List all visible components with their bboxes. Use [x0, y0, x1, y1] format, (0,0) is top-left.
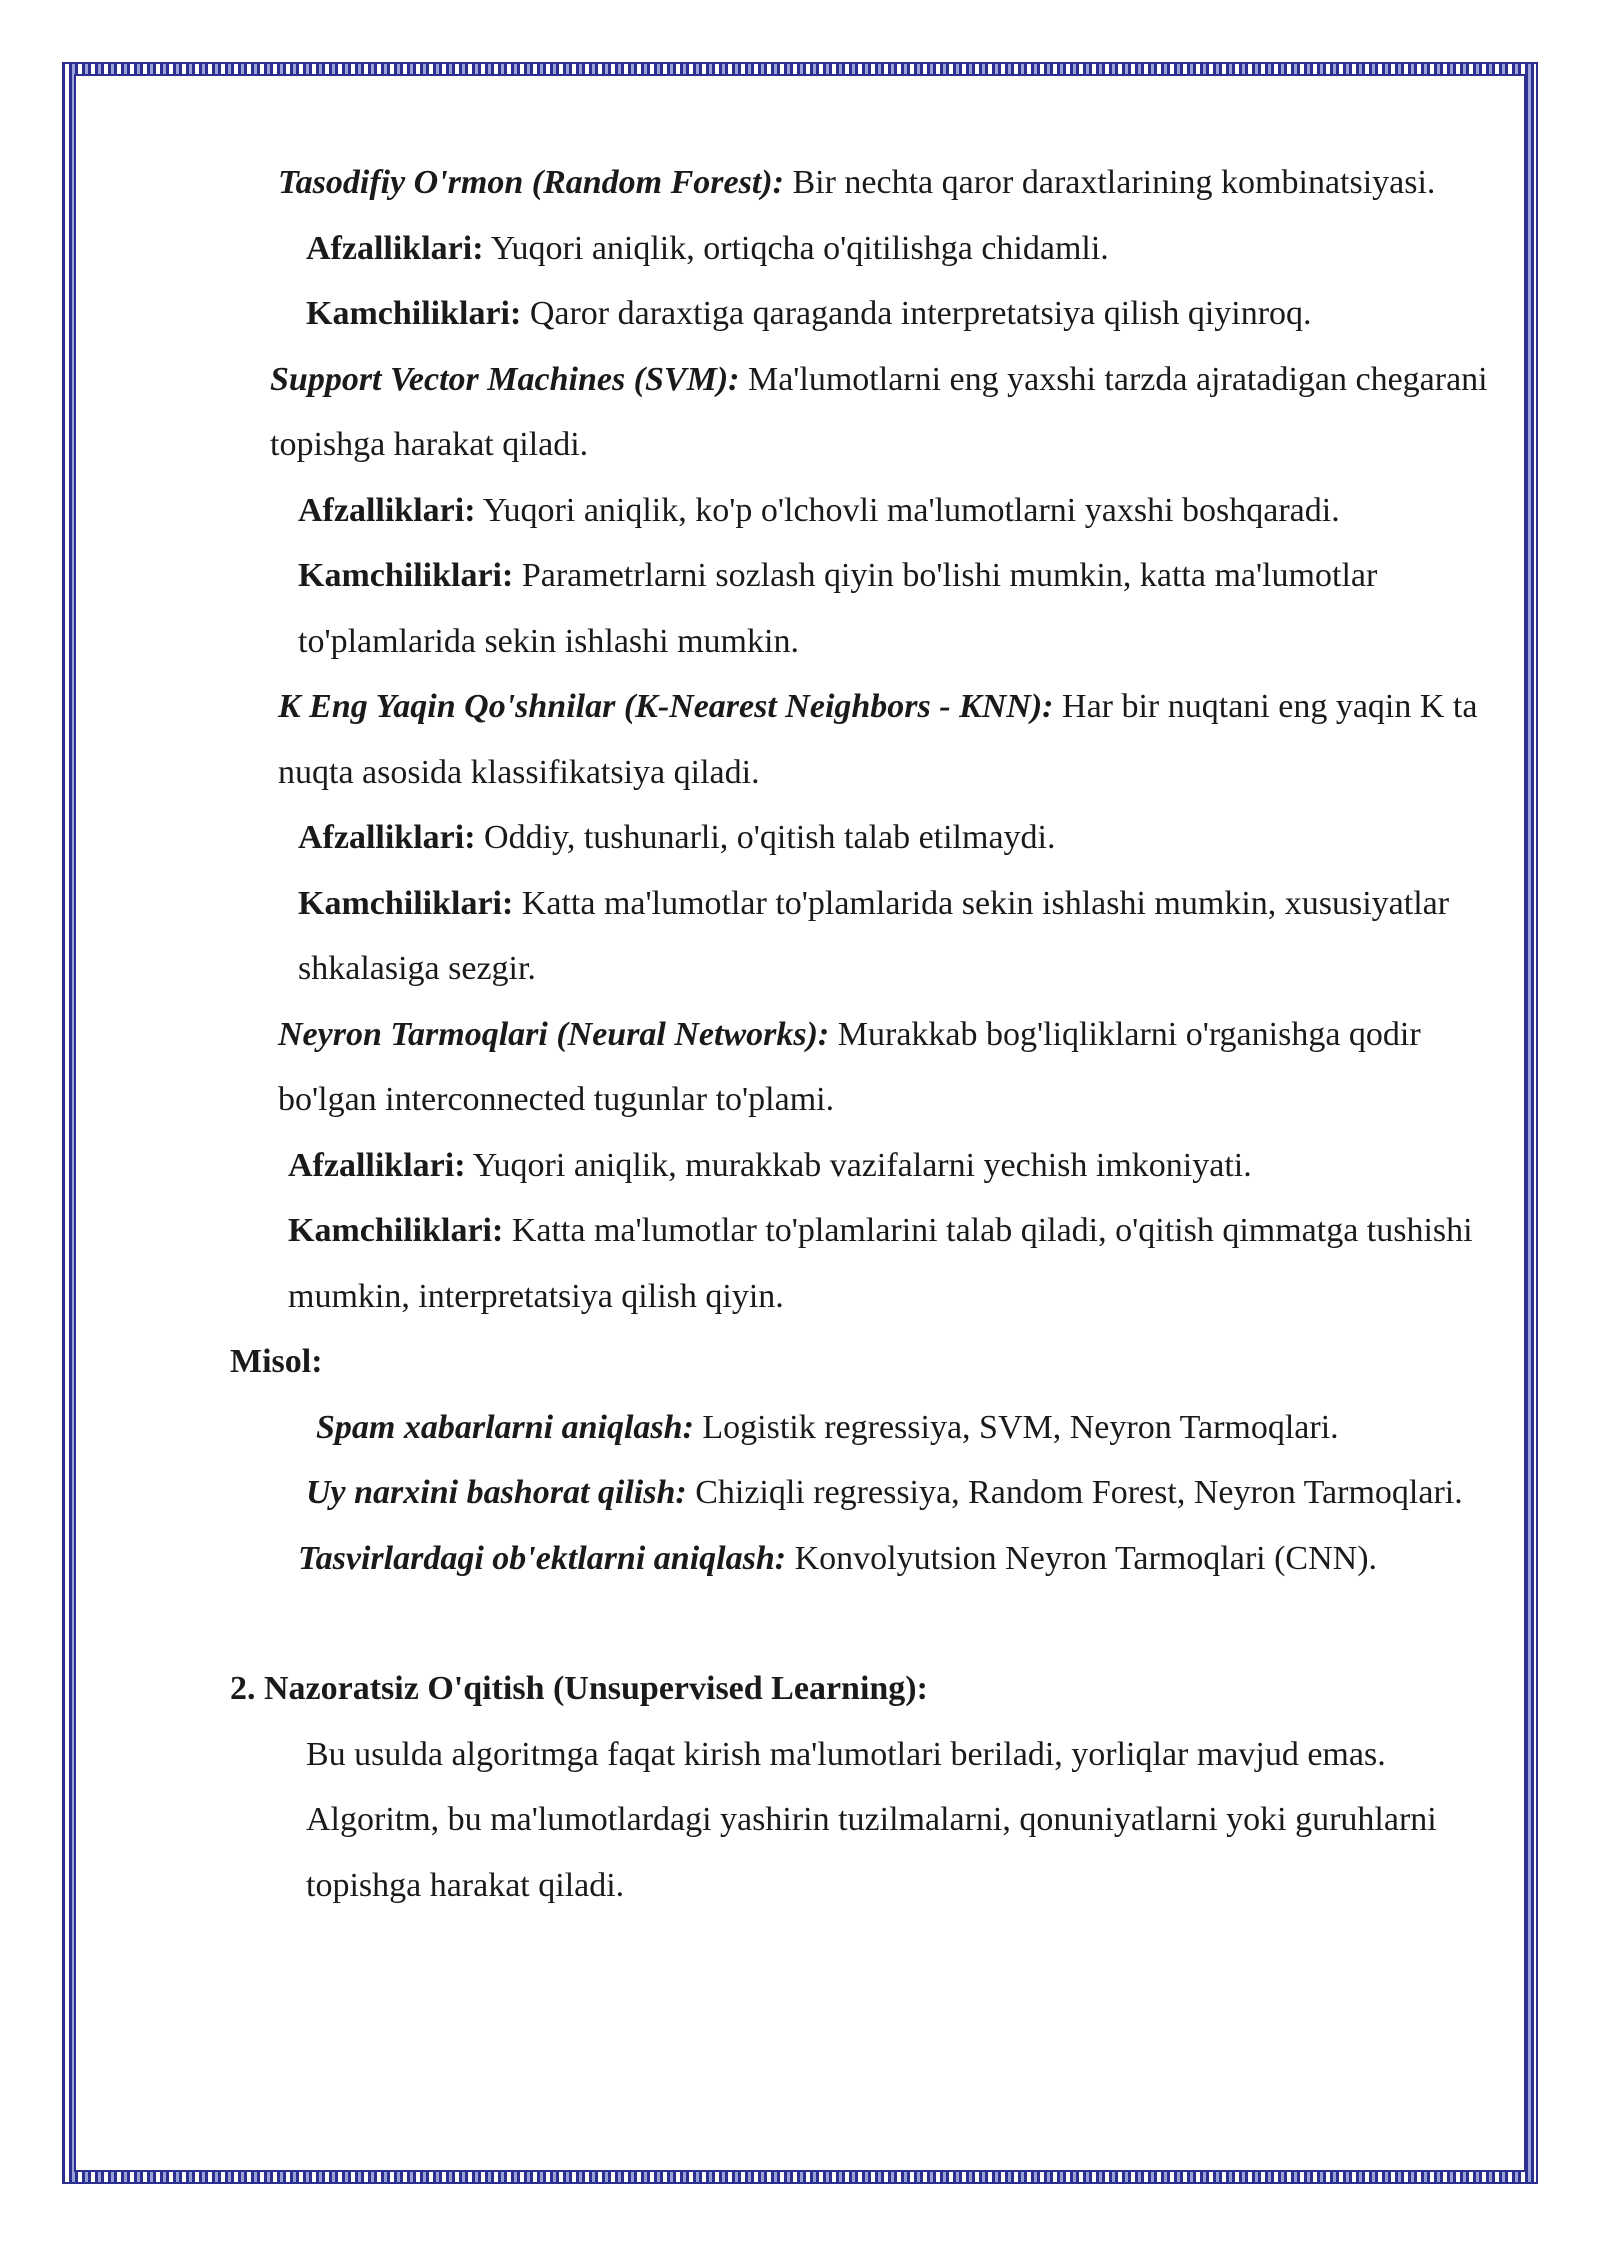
neural-networks-cons — [230, 1198, 1490, 1329]
example-house-label: Uy narxini bashorat qilish: — [306, 1474, 687, 1511]
cons-text: Parametrlarni sozlash qiyin bo'lishi mumkin, katta ma'lumotlar to'plamlarida sekin ishlashi mumkin. — [298, 557, 1378, 660]
cons-label: Kamchiliklari: — [298, 557, 514, 594]
random-forest-paragraph — [230, 150, 1490, 216]
example-spam-text: Logistik regressiya, SVM, Neyron Tarmoqlari. — [693, 1408, 1339, 1446]
neural-networks-term: Neyron Tarmoqlari (Neural Networks): — [278, 1015, 830, 1053]
example-house-text: Chiziqli regressiya, Random Forest, Neyron Tarmoqlari. — [686, 1474, 1463, 1511]
example-spam-label: Spam xabarlarni aniqlash: — [316, 1408, 694, 1446]
section-2-body: Bu usulda algoritmga faqat kirish ma'lumotlari beriladi, yorliqlar mavjud emas. Algoritm, bu ma'lumotlardagi yashirin tuzilmalarni, qonuniyatlarni yoki guruhlarni topishga harakat qiladi. — [306, 1735, 1437, 1904]
example-house-price — [230, 1460, 1490, 1526]
pros-text: Yuqori aniqlik, ortiqcha o'qitilishga chidamli. — [483, 229, 1109, 267]
pros-label: Afzalliklari: — [306, 229, 484, 267]
random-forest-cons — [230, 281, 1490, 347]
example-image-label: Tasvirlardagi ob'ektlarni aniqlash: — [298, 1539, 787, 1577]
pros-text: Yuqori aniqlik, murakkab vazifalarni yechish imkoniyati. — [465, 1146, 1252, 1184]
svm-paragraph — [230, 347, 1490, 478]
cons-text: Katta ma'lumotlar to'plamlarida sekin ishlashi mumkin, xususiyatlar shkalasiga sezgir. — [298, 884, 1450, 987]
section-2-heading: 2. Nazoratsiz O'qitish (Unsupervised Learning): — [230, 1670, 928, 1707]
cons-label: Kamchiliklari: — [298, 884, 514, 922]
pros-label: Afzalliklari: — [298, 491, 476, 529]
cons-label: Kamchiliklari: — [306, 295, 522, 332]
pros-text: Yuqori aniqlik, ko'p o'lchovli ma'lumotlarni yaxshi boshqaradi. — [475, 491, 1340, 529]
example-image-objects — [230, 1526, 1490, 1592]
example-heading: Misol: — [230, 1343, 323, 1380]
example-image-text: Konvolyutsion Neyron Tarmoqlari (CNN). — [786, 1539, 1378, 1577]
pros-text: Oddiy, tushunarli, o'qitish talab etilmaydi. — [475, 819, 1056, 856]
example-spam — [230, 1395, 1490, 1461]
knn-paragraph — [230, 674, 1490, 805]
spacer — [230, 1591, 1490, 1656]
svm-cons — [230, 543, 1490, 674]
cons-label: Kamchiliklari: — [288, 1212, 504, 1249]
knn-pros — [230, 805, 1490, 871]
random-forest-term: Tasodifiy O'rmon (Random Forest): — [278, 164, 784, 201]
svm-pros — [230, 478, 1490, 544]
random-forest-pros — [230, 216, 1490, 282]
svm-description: Ma'lumotlarni eng yaxshi tarzda ajratadigan chegarani topishga harakat qiladi. — [270, 360, 1488, 463]
pros-label: Afzalliklari: — [298, 819, 476, 856]
cons-text: Katta ma'lumotlar to'plamlarini talab qiladi, o'qitish qimmatga tushishi mumkin, interpretatsiya qilish qiyin. — [288, 1212, 1473, 1315]
random-forest-description: Bir nechta qaror daraxtlarining kombinatsiyasi. — [783, 164, 1436, 201]
knn-term: K Eng Yaqin Qo'shnilar (K-Nearest Neighbors - KNN): — [278, 688, 1054, 725]
knn-cons — [230, 871, 1490, 1002]
cons-text: Qaror daraxtiga qaraganda interpretatsiya qilish qiyinroq. — [521, 295, 1312, 332]
pros-label: Afzalliklari: — [288, 1146, 466, 1184]
neural-networks-pros — [230, 1133, 1490, 1199]
neural-networks-description: Murakkab bog'liqliklarni o'rganishga qodir bo'lgan interconnected tugunlar to'plami. — [278, 1015, 1421, 1118]
svm-term: Support Vector Machines (SVM): — [270, 360, 740, 398]
knn-description: Har bir nuqtani eng yaqin K ta nuqta asosida klassifikatsiya qiladi. — [278, 688, 1478, 791]
document-body — [230, 150, 1490, 1918]
neural-networks-paragraph — [230, 1002, 1490, 1133]
